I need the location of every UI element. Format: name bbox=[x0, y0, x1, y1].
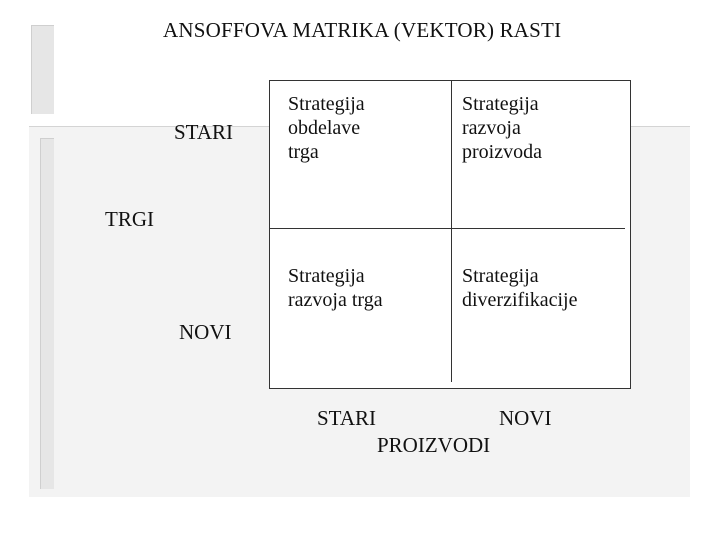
cell-line: razvoja bbox=[462, 117, 521, 139]
cell-line: trga bbox=[288, 141, 319, 163]
col-label-old: STARI bbox=[317, 406, 376, 430]
decorative-bar-left bbox=[40, 138, 54, 489]
col-label-new: NOVI bbox=[499, 406, 552, 430]
cell-line: obdelave bbox=[288, 117, 361, 139]
cell-line: proizvoda bbox=[462, 141, 542, 163]
row-label-old: STARI bbox=[174, 120, 233, 144]
row-axis-label: TRGI bbox=[105, 207, 154, 231]
cell-line: diverzifikacije bbox=[462, 289, 578, 311]
cell-line: razvoja trga bbox=[288, 289, 383, 311]
cell-line: Strategija bbox=[288, 93, 365, 115]
cell-line: Strategija bbox=[288, 265, 365, 287]
cell-market-development bbox=[288, 264, 383, 312]
row-label-new: NOVI bbox=[179, 320, 232, 344]
cell-market-penetration bbox=[288, 92, 365, 164]
cell-diversification bbox=[462, 264, 578, 312]
cell-product-development bbox=[462, 92, 542, 164]
matrix-horizontal-divider bbox=[269, 228, 625, 229]
cell-line: Strategija bbox=[462, 265, 539, 287]
decorative-bar-top bbox=[31, 25, 54, 114]
col-axis-label: PROIZVODI bbox=[377, 433, 491, 457]
cell-line: Strategija bbox=[462, 93, 539, 115]
matrix-vertical-divider bbox=[451, 80, 452, 382]
diagram-title: ANSOFFOVA MATRIKA (VEKTOR) RASTI bbox=[163, 18, 562, 42]
